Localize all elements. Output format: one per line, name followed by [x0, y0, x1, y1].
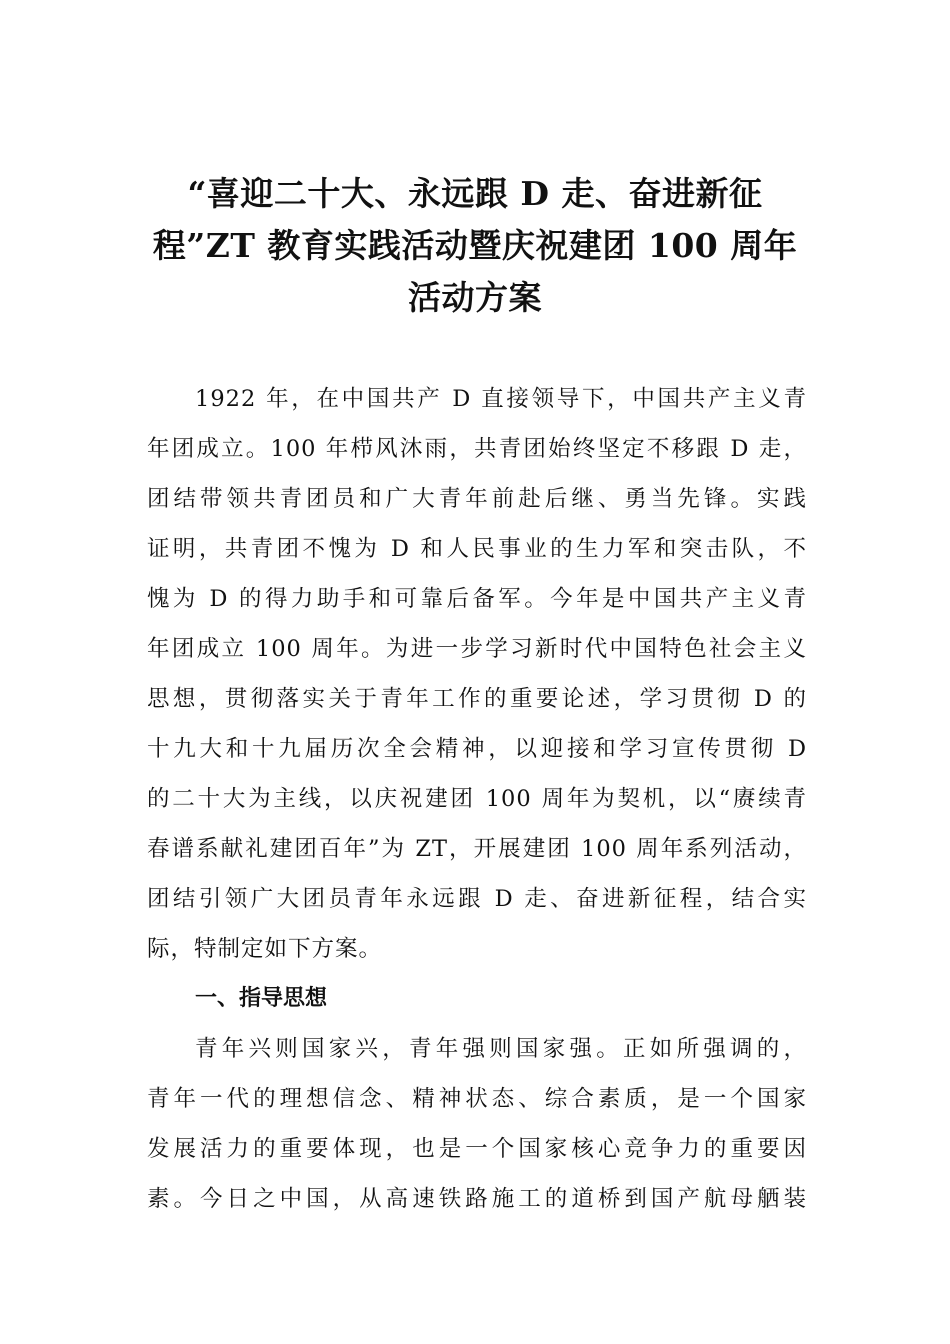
paragraph-intro — [147, 374, 807, 974]
paragraph-line: 年团成立 100 周年。为进一步学习新时代中国特色社会主义 — [147, 636, 807, 662]
paragraph-guiding-ideology — [147, 1024, 807, 1224]
title-line: 程”ZT 教育实践活动暨庆祝建团 100 周年 — [152, 226, 798, 265]
document-title — [140, 168, 810, 324]
paragraph-line: 十九大和十九届历次全会精神，以迎接和学习宣传贯彻 D — [147, 736, 807, 762]
paragraph-line: 发展活力的重要体现，也是一个国家核心竞争力的重要因 — [147, 1136, 807, 1162]
paragraph-line: 团结引领广大团员青年永远跟 D 走、奋进新征程，结合实 — [147, 886, 807, 912]
document-body — [147, 374, 807, 1224]
paragraph-line: 际，特制定如下方案。 — [147, 936, 383, 962]
paragraph-line: 素。今日之中国，从高速铁路施工的道桥到国产航母舾装 — [147, 1186, 807, 1212]
paragraph-line: 年团成立。100 年栉风沐雨，共青团始终坚定不移跟 D 走， — [147, 436, 807, 462]
paragraph-line: 愧为 D 的得力助手和可靠后备军。今年是中国共产主义青 — [147, 586, 807, 612]
paragraph-line: 团结带领共青团员和广大青年前赴后继、勇当先锋。实践 — [147, 486, 807, 512]
title-line: 活动方案 — [408, 278, 542, 317]
paragraph-line: 青年一代的理想信念、精神状态、综合素质，是一个国家 — [147, 1086, 807, 1112]
title-line: “喜迎二十大、永远跟 D 走、奋进新征 — [187, 174, 763, 213]
paragraph-line: 春谱系献礼建团百年”为 ZT，开展建团 100 周年系列活动， — [147, 836, 807, 862]
paragraph-line: 青年兴则国家兴，青年强则国家强。正如所强调的， — [195, 1036, 807, 1062]
paragraph-line: 的二十大为主线，以庆祝建团 100 周年为契机，以“赓续青 — [147, 786, 807, 812]
paragraph-line: 1922 年，在中国共产 D 直接领导下，中国共产主义青 — [195, 386, 807, 412]
section-heading-guiding-ideology: 一、指导思想 — [195, 986, 328, 1011]
paragraph-line: 证明，共青团不愧为 D 和人民事业的生力军和突击队，不 — [147, 536, 807, 562]
paragraph-line: 思想，贯彻落实关于青年工作的重要论述，学习贯彻 D 的 — [147, 686, 807, 712]
